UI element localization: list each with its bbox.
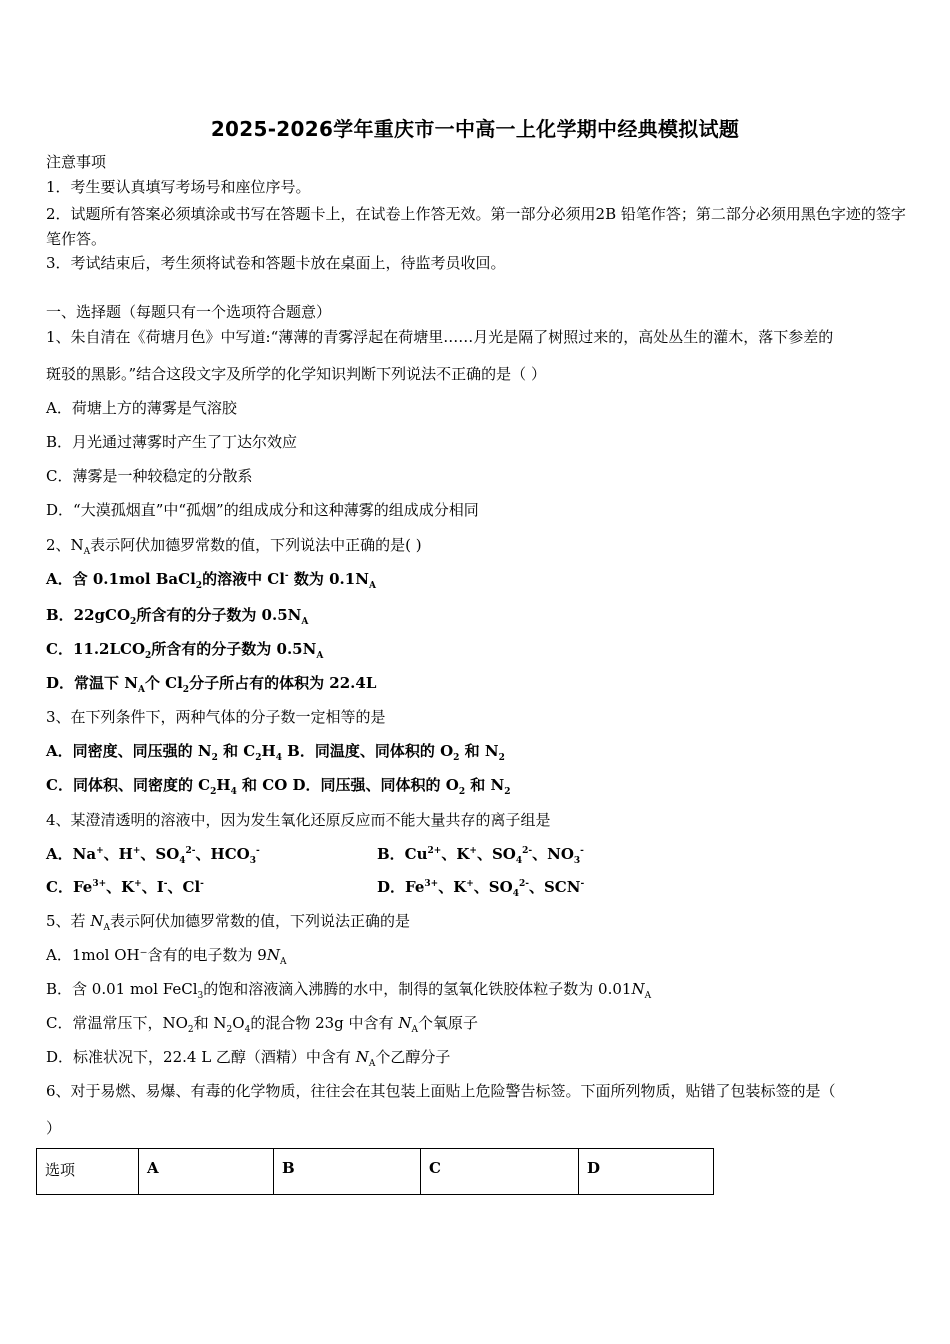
q4-option-d: D．$Fe^{3+}$、K+、$SO_4^{2-}$、SCN- [377,878,585,899]
table-row [37,1149,714,1195]
q1-option-b: B．月光通过薄雾时产生了丁达尔效应 [46,433,298,451]
table-cell-d: D [579,1149,714,1195]
table-cell-label: 选项 [37,1149,139,1195]
q5-option-b: B．含 0.01 mol FeCl$_3$的饱和溶液滴入沸腾的水中，制得的氢氧化铁胶体粒子数为 $0.01N_A$ [46,980,652,1001]
q3-options-cd: C．同体积、同密度的 $C_2H_4$ 和 CO D．同压强、同体积的 $O_2$ 和 $N_2$ [46,776,511,797]
q5-stem: 5、若 $N_A$表示阿伏加德罗常数的值，下列说法正确的是 [46,912,410,933]
page-title: 2025-2026学年重庆市一中高一上化学期中经典模拟试题 [210,117,740,141]
q2-option-b: B．22gCO$_2$所含有的分子数为 $0.5N_A$ [46,606,309,627]
q1-option-a: A．荷塘上方的薄雾是气溶胶 [46,399,237,417]
notice-heading: 注意事项 [46,153,107,171]
q2-stem: 2、$N_A$表示阿伏加德罗常数的值，下列说法中正确的是( ) [46,536,422,557]
q1-stem-line1: 1、朱自清在《荷塘月色》中写道:“薄薄的青雾浮起在荷塘里……月光是隔了树照过来的，高处丛生的灌木，落下参差的 [46,328,834,346]
q6-stem-line2: ） [46,1119,62,1137]
q6-options-table [36,1148,714,1195]
notice-item-2: 2．试题所有答案必须填涂或书写在答题卡上，在试卷上作答无效。第一部分必须用2B 铅笔作答；第二部分必须用黑色字迹的签字笔作答。 [46,205,906,248]
q4-stem: 4、某澄清透明的溶液中，因为发生氧化还原反应而不能大量共存的离子组是 [46,811,551,829]
section-heading: 一、选择题（每题只有一个选项符合题意） [46,303,332,321]
q2-option-d: D．常温下 $N_A$个 $Cl_2$分子所占有的体积为 22.4L [46,674,377,695]
q3-options-ab: A．同密度、同压强的 $N_2$ 和 $C_2H_4$ B．同温度、同体积的 $O_2$ 和 $N_2$ [46,742,505,763]
q1-option-c: C．薄雾是一种较稳定的分散系 [46,467,253,485]
q6-stem-line1: 6、对于易燃、易爆、有毒的化学物质，往往会在其包装上面贴上危险警告标签。下面所列物质，贴错了包装标签的是（ [46,1082,836,1100]
table-cell-b: B [274,1149,421,1195]
q1-option-d: D．“大漠孤烟直”中“孤烟”的组成成分和这种薄雾的组成成分相同 [46,501,479,519]
notice-item-1: 1．考生要认真填写考场号和座位序号。 [46,178,311,196]
q4-option-a: A．Na+、H+、$SO_4^{2-}$、$HCO_3^-$ [46,845,260,866]
table-cell-c: C [421,1149,579,1195]
q2-option-a: A．含 0.1mol BaCl$_2$的溶液中 Cl- 数为 $0.1N_A$ [46,570,376,591]
q5-option-d: D．标准状况下，22.4 L 乙醇（酒精）中含有 $N_A$个乙醇分子 [46,1048,451,1069]
q4-option-c: C．$Fe^{3+}$、K+、I-、Cl- [46,878,204,896]
q1-stem-line2: 斑驳的黑影。”结合这段文字及所学的化学知识判断下列说法不正确的是（ ） [46,365,546,383]
q4-option-b: B．$Cu^{2+}$、K+、$SO_4^{2-}$、$NO_3^-$ [377,845,584,866]
q3-stem: 3、在下列条件下，两种气体的分子数一定相等的是 [46,708,386,726]
notice-item-3: 3．考试结束后，考生须将试卷和答题卡放在桌面上，待监考员收回。 [46,254,506,272]
q2-option-c: C．$11.2LCO_2$所含有的分子数为 $0.5N_A$ [46,640,324,661]
q5-option-c: C．常温常压下，$NO_2$和 $N_2O_4$的混合物 23g 中含有 $N_A$个氧原子 [46,1014,478,1035]
table-cell-a: A [139,1149,274,1195]
q5-option-a: A．1mol OH⁻含有的电子数为 $9N_A$ [46,946,287,967]
